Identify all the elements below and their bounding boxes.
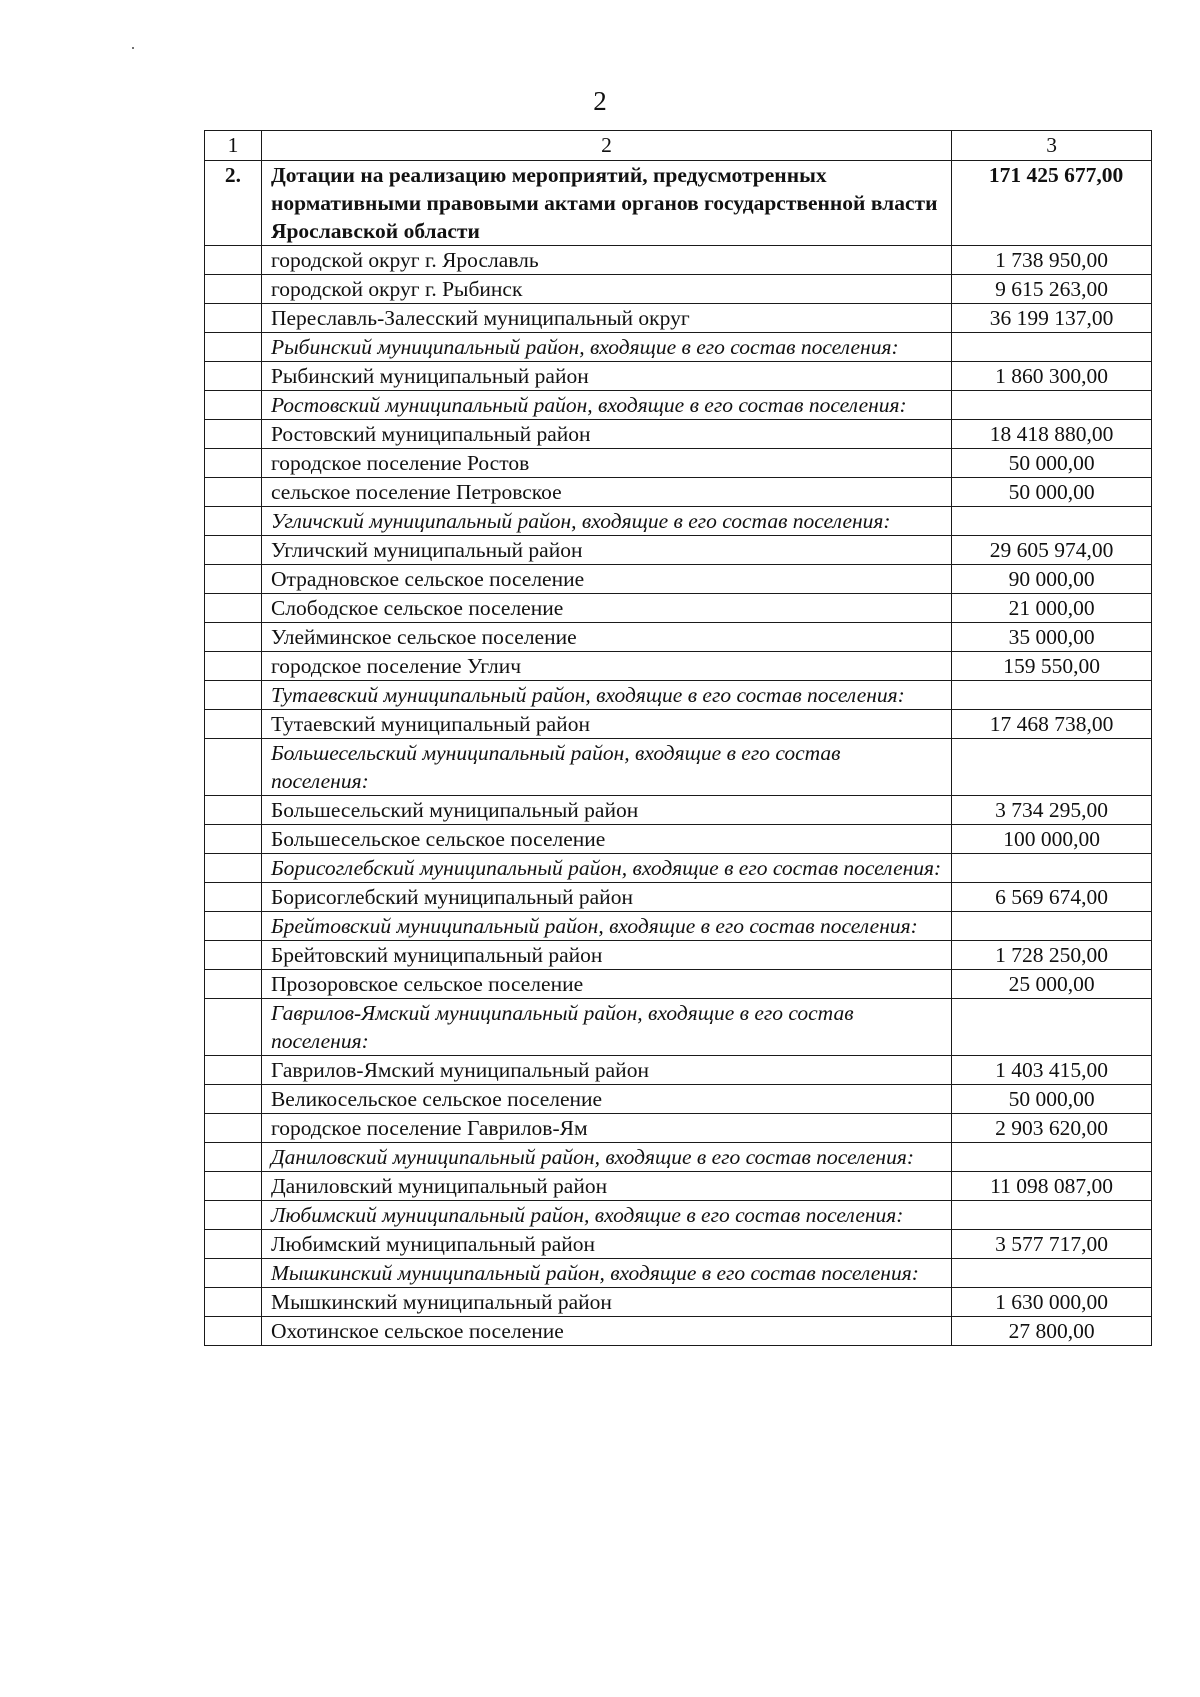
row-number [205, 1172, 262, 1201]
table-row [205, 941, 1152, 970]
recipient-name: Переславль-Залесский муниципальный округ [261, 304, 951, 333]
recipient-name: Большесельский муниципальный район, входящие в его состав поселения: [261, 739, 951, 796]
recipient-name: Тутаевский муниципальный район [261, 710, 951, 739]
table-row [205, 246, 1152, 275]
row-number [205, 1201, 262, 1230]
row-number [205, 304, 262, 333]
table-row [205, 565, 1152, 594]
table-row [205, 1230, 1152, 1259]
row-number [205, 681, 262, 710]
row-number [205, 420, 262, 449]
amount-cell: 50 000,00 [952, 478, 1152, 507]
amount-cell: 29 605 974,00 [952, 536, 1152, 565]
scan-speck [132, 47, 134, 49]
recipient-name: сельское поселение Петровское [261, 478, 951, 507]
row-number [205, 536, 262, 565]
recipient-name: Даниловский муниципальный район [261, 1172, 951, 1201]
amount-cell [952, 681, 1152, 710]
recipient-name: Тутаевский муниципальный район, входящие в его состав поселения: [261, 681, 951, 710]
recipient-name: Борисоглебский муниципальный район, входящие в его состав поселения: [261, 854, 951, 883]
amount-cell [952, 854, 1152, 883]
recipient-name: Брейтовский муниципальный район, входящие в его состав поселения: [261, 912, 951, 941]
section-total-row [205, 161, 1152, 246]
amount-cell [952, 1259, 1152, 1288]
amount-cell: 25 000,00 [952, 970, 1152, 999]
recipient-name: Большесельский муниципальный район [261, 796, 951, 825]
row-number [205, 1143, 262, 1172]
district-group-row [205, 999, 1152, 1056]
amount-cell: 17 468 738,00 [952, 710, 1152, 739]
table-row [205, 449, 1152, 478]
recipient-name: Гаврилов-Ямский муниципальный район, входящие в его состав поселения: [261, 999, 951, 1056]
recipient-name: Прозоровское сельское поселение [261, 970, 951, 999]
amount-cell [952, 391, 1152, 420]
recipient-name: Слободское сельское поселение [261, 594, 951, 623]
district-group-row [205, 854, 1152, 883]
amount-cell: 100 000,00 [952, 825, 1152, 854]
column-header: 2 [261, 131, 951, 161]
row-number [205, 854, 262, 883]
row-number [205, 652, 262, 681]
district-group-row [205, 507, 1152, 536]
district-group-row [205, 1201, 1152, 1230]
amount-cell: 9 615 263,00 [952, 275, 1152, 304]
row-number [205, 970, 262, 999]
row-number [205, 1114, 262, 1143]
amount-cell: 11 098 087,00 [952, 1172, 1152, 1201]
district-group-row [205, 681, 1152, 710]
table-row [205, 796, 1152, 825]
row-number [205, 999, 262, 1056]
recipient-name: Даниловский муниципальный район, входящие в его состав поселения: [261, 1143, 951, 1172]
amount-cell: 1 630 000,00 [952, 1288, 1152, 1317]
row-number [205, 449, 262, 478]
row-number [205, 623, 262, 652]
amount-cell: 6 569 674,00 [952, 883, 1152, 912]
district-group-row [205, 333, 1152, 362]
table-row [205, 304, 1152, 333]
row-number [205, 1085, 262, 1114]
table-row [205, 1172, 1152, 1201]
amount-cell: 50 000,00 [952, 449, 1152, 478]
recipient-name: Отрадновское сельское поселение [261, 565, 951, 594]
row-number [205, 710, 262, 739]
row-number [205, 739, 262, 796]
district-group-row [205, 739, 1152, 796]
row-number [205, 941, 262, 970]
amount-cell [952, 1201, 1152, 1230]
row-number [205, 1288, 262, 1317]
row-number [205, 825, 262, 854]
recipient-name: Великосельское сельское поселение [261, 1085, 951, 1114]
row-number [205, 478, 262, 507]
district-group-row [205, 912, 1152, 941]
amount-cell [952, 999, 1152, 1056]
table-row [205, 420, 1152, 449]
district-group-row [205, 391, 1152, 420]
amount-cell: 171 425 677,00 [952, 161, 1152, 246]
column-header: 1 [205, 131, 262, 161]
row-number [205, 912, 262, 941]
recipient-name: Угличский муниципальный район, входящие в его состав поселения: [261, 507, 951, 536]
recipient-name: Брейтовский муниципальный район [261, 941, 951, 970]
recipient-name: Мышкинский муниципальный район [261, 1288, 951, 1317]
table-row [205, 710, 1152, 739]
recipient-name: городской округ г. Рыбинск [261, 275, 951, 304]
column-header: 3 [952, 131, 1152, 161]
amount-cell: 2 903 620,00 [952, 1114, 1152, 1143]
recipient-name: Ростовский муниципальный район [261, 420, 951, 449]
row-number [205, 565, 262, 594]
amount-cell: 1 728 250,00 [952, 941, 1152, 970]
table-body [205, 161, 1152, 1346]
table-row [205, 478, 1152, 507]
table-row [205, 652, 1152, 681]
row-number [205, 594, 262, 623]
amount-cell [952, 739, 1152, 796]
table-row [205, 970, 1152, 999]
recipient-name: Рыбинский муниципальный район, входящие в его состав поселения: [261, 333, 951, 362]
amount-cell: 27 800,00 [952, 1317, 1152, 1346]
table-row [205, 362, 1152, 391]
table-row [205, 883, 1152, 912]
table-row [205, 536, 1152, 565]
amount-cell: 90 000,00 [952, 565, 1152, 594]
table-row [205, 1114, 1152, 1143]
table-row [205, 594, 1152, 623]
table-row [205, 825, 1152, 854]
row-number [205, 333, 262, 362]
amount-cell [952, 1143, 1152, 1172]
recipient-name: Любимский муниципальный район, входящие в его состав поселения: [261, 1201, 951, 1230]
amount-cell [952, 912, 1152, 941]
row-number: 2. [205, 161, 262, 246]
table-header-row [205, 131, 1152, 161]
row-number [205, 275, 262, 304]
table-row [205, 275, 1152, 304]
page-number: 2 [593, 86, 607, 116]
recipient-name: Охотинское сельское поселение [261, 1317, 951, 1346]
amount-cell [952, 333, 1152, 362]
row-number [205, 796, 262, 825]
amount-cell: 3 734 295,00 [952, 796, 1152, 825]
recipient-name: городское поселение Углич [261, 652, 951, 681]
row-number [205, 1230, 262, 1259]
row-number [205, 1259, 262, 1288]
recipient-name: Любимский муниципальный район [261, 1230, 951, 1259]
recipient-name: Дотации на реализацию мероприятий, предусмотренных нормативными правовыми актами органов государственной власти Ярославской области [261, 161, 951, 246]
subsidy-table [204, 130, 1152, 1346]
recipient-name: Угличский муниципальный район [261, 536, 951, 565]
recipient-name: городское поселение Ростов [261, 449, 951, 478]
amount-cell: 36 199 137,00 [952, 304, 1152, 333]
row-number [205, 507, 262, 536]
row-number [205, 1317, 262, 1346]
amount-cell [952, 507, 1152, 536]
row-number [205, 246, 262, 275]
district-group-row [205, 1143, 1152, 1172]
amount-cell: 3 577 717,00 [952, 1230, 1152, 1259]
table-row [205, 623, 1152, 652]
amount-cell: 159 550,00 [952, 652, 1152, 681]
amount-cell: 50 000,00 [952, 1085, 1152, 1114]
amount-cell: 1 403 415,00 [952, 1056, 1152, 1085]
recipient-name: Мышкинский муниципальный район, входящие в его состав поселения: [261, 1259, 951, 1288]
amount-cell: 21 000,00 [952, 594, 1152, 623]
row-number [205, 362, 262, 391]
table-row [205, 1317, 1152, 1346]
table-row [205, 1288, 1152, 1317]
row-number [205, 883, 262, 912]
amount-cell: 1 738 950,00 [952, 246, 1152, 275]
recipient-name: Рыбинский муниципальный район [261, 362, 951, 391]
row-number [205, 1056, 262, 1085]
table-row [205, 1056, 1152, 1085]
recipient-name: Ростовский муниципальный район, входящие в его состав поселения: [261, 391, 951, 420]
amount-cell: 1 860 300,00 [952, 362, 1152, 391]
recipient-name: Улейминское сельское поселение [261, 623, 951, 652]
row-number [205, 391, 262, 420]
table-row [205, 1085, 1152, 1114]
recipient-name: городской округ г. Ярославль [261, 246, 951, 275]
district-group-row [205, 1259, 1152, 1288]
recipient-name: Гаврилов-Ямский муниципальный район [261, 1056, 951, 1085]
recipient-name: Большесельское сельское поселение [261, 825, 951, 854]
amount-cell: 18 418 880,00 [952, 420, 1152, 449]
recipient-name: Борисоглебский муниципальный район [261, 883, 951, 912]
recipient-name: городское поселение Гаврилов-Ям [261, 1114, 951, 1143]
amount-cell: 35 000,00 [952, 623, 1152, 652]
